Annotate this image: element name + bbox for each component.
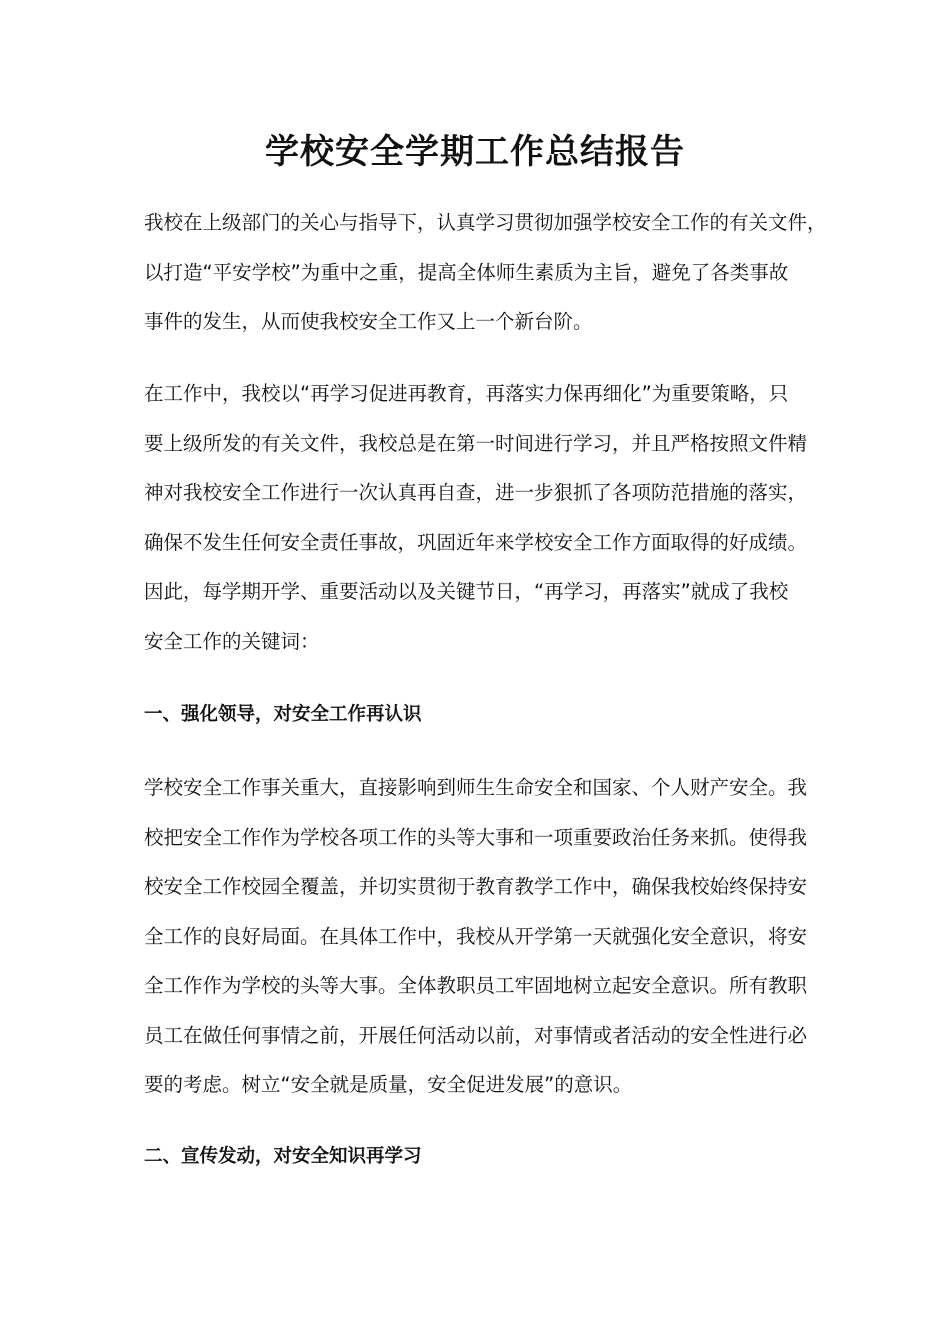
paragraph-leadership: [144, 763, 834, 1110]
text-line: 神对我校安全工作进行一次认真再自查，进一步狠抓了各项防范措施的落实，: [144, 481, 808, 504]
text-line: 安全工作的关键词：: [144, 629, 320, 653]
text-line: 全工作的良好局面。在具体工作中，我校从开学第一天就强化安全意识，将安: [144, 924, 808, 948]
text-line: 全工作作为学校的头等大事。全体教职员工牢固地树立起安全意识。所有教职: [144, 974, 808, 997]
text-line: 校安全工作校园全覆盖，并切实贯彻于教育教学工作中，确保我校始终保持安: [144, 875, 808, 898]
text-line: 校把安全工作作为学校各项工作的头等大事和一项重要政治任务来抓。使得我: [144, 825, 808, 849]
document-title: 学校安全学期工作总结报告: [265, 132, 685, 172]
text-line: 我校在上级部门的关心与指导下，认真学习贯彻加强学校安全工作的有关文件，: [144, 211, 827, 234]
text-line: 事件的发生，从而使我校安全工作又上一个新台阶。: [144, 310, 593, 333]
text-line: 在工作中，我校以“再学习促进再教育，再落实力保再细化”为重要策略，只: [144, 382, 789, 405]
paragraph-intro: [144, 198, 834, 347]
section-heading-2: 二、宣传发动，对安全知识再学习: [144, 1146, 422, 1167]
text-line: 要的考虑。树立“安全就是质量，安全促进发展”的意识。: [144, 1073, 633, 1096]
text-line: 因此，每学期开学、重要活动以及关键节日，“再学习，再落实”就成了我校: [144, 580, 789, 603]
paragraph-strategy: [144, 369, 834, 666]
section-heading-1: 一、强化领导，对安全工作再认识: [144, 704, 422, 725]
text-line: 员工在做任何事情之前，开展任何活动以前，对事情或者活动的安全性进行必: [144, 1023, 808, 1047]
text-line: 确保不发生任何安全责任事故，巩固近年来学校安全工作方面取得的好成绩。: [144, 530, 808, 554]
text-line: 要上级所发的有关文件，我校总是在第一时间进行学习，并且严格按照文件精: [144, 431, 808, 455]
text-line: 以打造“平安学校”为重中之重，提高全体师生素质为主旨，避免了各类事故: [144, 260, 789, 284]
text-line: 学校安全工作事关重大，直接影响到师生生命安全和国家、个人财产安全。我: [144, 776, 808, 799]
